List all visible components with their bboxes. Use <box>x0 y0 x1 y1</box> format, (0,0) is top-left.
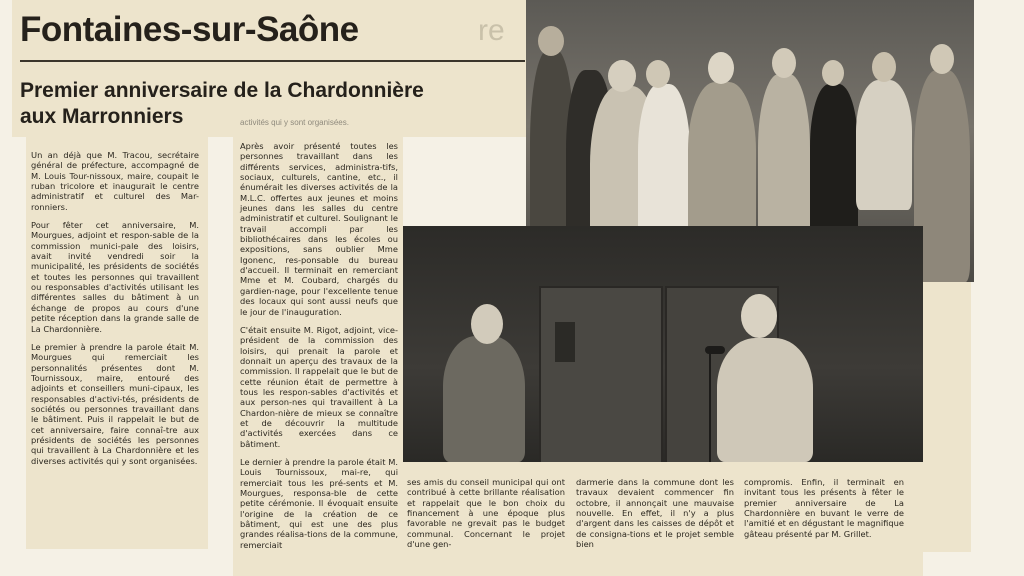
guest-head <box>930 44 954 74</box>
wall-panel <box>539 286 663 462</box>
paper-strip-right <box>923 282 971 552</box>
article-column-2 <box>240 141 398 558</box>
article-headline <box>20 78 530 130</box>
article-column-3: ses amis du conseil municipal qui ont contribué à cette brillante réalisation et rappelait que le bon choix du financement à une époque plus favorable ne grevait pas le budget communal. Concernant le projet d'une gen- <box>407 477 565 550</box>
photo-speakers <box>403 226 923 462</box>
paragraph: Le premier à prendre la parole était M. Mourgues qui remerciait les personnalités présentes dont M. Tournissoux, maire, entouré des adjoints et conseillers muni-cipaux, les responsables d'activi-tés, présidents de sociétés ou personnes travaillant dans le bâtiment. Puis il rappelait le but de cet anniversaire, faire connaî-tre aux présidents de sociétés les personnes qui travaillent à La Chardonnière et les diverses activités qui y sont organisées. <box>31 341 199 466</box>
guest-head <box>646 60 670 88</box>
paragraph: Pour fêter cet anniversaire, M. Mourgues, adjoint et respon-sable de la commission munici-pale des loisirs, avait invité vendredi soir la municipalité, les présidents de sociétés et toutes les personnes qui travaillent ou responsables d'activités utilisant les différentes salles du bâtiment à un échange de propos au cours d'une petite réception dans la grande salle de La Chardonnière. <box>31 220 199 334</box>
paragraph: Le dernier à prendre la parole était M. Louis Tournissoux, mai-re, qui remerciait tous les pré-sents et M. Mourgues, responsa-ble de cette petite cérémonie. Il évoquait ensuite l'origine de la création de ce bâtiment, qui est une des plus grandes réalisa-tions de la commune, remerciait <box>240 456 398 550</box>
town-title: Fontaines-sur-Saône <box>20 10 359 49</box>
article-column-4: darmerie dans la commune dont les travaux devaient commencer fin octobre, il annonçait une mauvaise nouvelle. En effet, il n'y a plus d'argent dans les caisses de dépôt et de consigna-tions et le projet semble bien <box>576 477 734 550</box>
speaker-head <box>471 304 503 344</box>
guest-head <box>538 26 564 56</box>
guest-head <box>708 52 734 84</box>
headline-line-2: aux Marronniers <box>20 105 184 128</box>
speaker-figure-right <box>717 338 813 462</box>
microphone-icon <box>705 346 725 354</box>
title-rule <box>20 60 525 62</box>
guest-head <box>822 60 844 86</box>
wall-window <box>555 322 575 362</box>
guest-head <box>608 60 636 92</box>
guest-head <box>772 48 796 78</box>
ghost-text-top: re <box>478 14 505 47</box>
speaker-head <box>741 294 777 338</box>
article-column-1 <box>31 150 199 474</box>
article-column-5: compromis. Enfin, il terminait en invitant tous les présents à fêter le premier anniversaire de La Chardonnière en buvant le verre de l'amitié et en dégustant le magnifique gâteau présenté par M. Grillet. <box>744 477 904 539</box>
guest-figure <box>810 84 858 240</box>
paragraph: C'était ensuite M. Rigot, adjoint, vice-président de la commission des loisirs, qui prenait la parole et donnait un aperçu des travaux de la commission. Il rappelait que le but de cette réunion était de permettre à tous les respon-sables d'activités et aux person-nes qui travaillent à La Chardon-nière de mieux se connaître et de découvrir la multitude d'activités exercées dans ce bâtiment. <box>240 324 398 449</box>
paragraph: Après avoir présenté toutes les personnes travaillant dans les différents services, administra-tifs, sociaux, culturels, cantine, etc., il énumérait les diverses activités de la M.L.C. offertes aux jeunes et moins jeunes dans les salles du centre administratif et culturel. Soulignant le travail accompli par les bibliothécaires dans les écoles ou expositions, sans oublier Mme Igonenc, res-ponsable du bureau d'accueil. Il terminait en remerciant Mme et M. Coubard, chargés du gardien-nage, pour l'excellente tenue des locaux qui sont aussi neufs que le jour de l'inauguration. <box>240 141 398 317</box>
guest-figure <box>856 80 912 210</box>
microphone-stand <box>709 352 711 462</box>
speaker-figure-left <box>443 336 525 462</box>
ghost-text-col2: activités qui y sont organisées. <box>240 118 349 127</box>
paragraph: Un an déjà que M. Tracou, secrétaire général de préfecture, accompagné de M. Louis Tour-nissoux, maire, coupait le ruban tricolore et inaugurait le centre administratif et culturel des Mar-ronniers. <box>31 150 199 212</box>
headline-line-1: Premier anniversaire de la Chardonnière <box>20 79 424 102</box>
guest-head <box>872 52 896 82</box>
